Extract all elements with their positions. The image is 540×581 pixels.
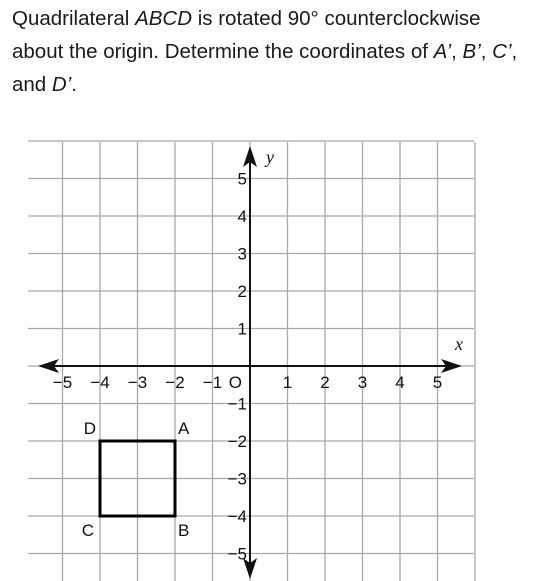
quadrilateral-name: ABCD [135, 7, 193, 30]
x-tick-label: −1 [202, 373, 223, 392]
x-tick-label: 1 [282, 373, 293, 392]
x-tick-label: 3 [357, 373, 368, 392]
grid [28, 141, 475, 581]
separator: , [480, 40, 493, 63]
y-tick-label: 1 [237, 319, 247, 339]
problem-text: is rotated 90° counterclockwise about the origin. Determine the coordinates of [12, 7, 481, 63]
origin-label: O [228, 373, 242, 392]
problem-text: Quadrilateral [12, 7, 136, 30]
x-tick-label: −2 [165, 373, 185, 392]
y-tick-label: −2 [227, 432, 247, 451]
period: . [71, 73, 77, 96]
y-axis-label: y [266, 147, 274, 167]
x-axis-label: x [455, 334, 463, 354]
x-tick-label: −4 [90, 373, 110, 392]
point-c-prime: C’ [492, 40, 512, 63]
y-tick-label: 3 [237, 244, 247, 264]
vertex-label-c: C [81, 521, 94, 540]
y-tick-label: 5 [237, 169, 247, 189]
y-tick-label: 2 [237, 282, 247, 301]
separator: , and [12, 40, 518, 96]
vertex-label-a: A [178, 419, 190, 438]
y-tick-label: −5 [227, 544, 247, 564]
point-b-prime: B’ [462, 40, 481, 63]
quadrilateral-abcd [82, 419, 190, 540]
x-tick-label: 4 [395, 373, 405, 392]
vertex-label-d: D [83, 419, 96, 438]
y-tick-label: −4 [227, 507, 247, 526]
axes [38, 146, 462, 579]
x-tick-label: −5 [52, 373, 73, 392]
x-tick-label: 2 [320, 373, 330, 392]
vertex-label-b: B [178, 521, 190, 540]
y-tick-label: 4 [237, 207, 247, 226]
y-tick-label: −3 [227, 469, 247, 489]
x-tick-label: 5 [432, 373, 443, 392]
x-tick-label: −3 [127, 373, 148, 392]
point-d-prime: D’ [51, 73, 72, 96]
y-tick-label: −1 [227, 394, 247, 414]
point-a-prime: A’ [433, 40, 452, 63]
separator: , [451, 40, 463, 63]
